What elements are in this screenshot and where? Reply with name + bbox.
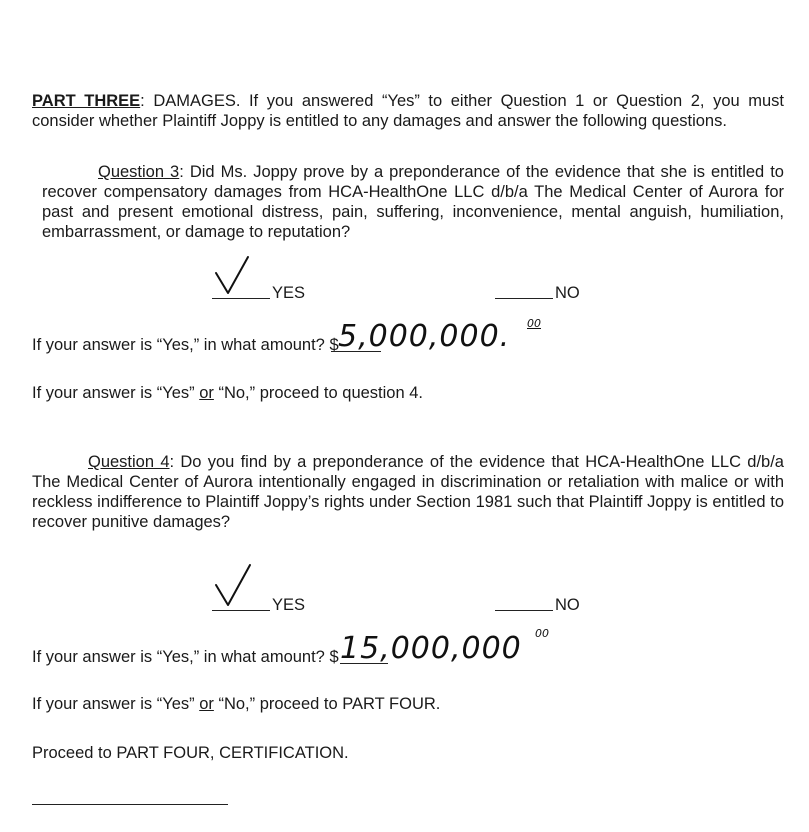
part-three-intro-text: : DAMAGES. If you answered “Yes” to either Question 1 or Question 2, you must consider whether Plaintiff Joppy is entitled to any damages and answer the following questions. (32, 92, 784, 130)
question-4-amount-cents: 00 (535, 627, 549, 640)
question-4-proceed (32, 694, 440, 714)
question-4-text: : Do you find by a preponderance of the evidence that HCA-HealthOne LLC d/b/a The Medical Center of Aurora intentionally engaged in discrimination or retaliation with malice or with reckless indifference to Plaintiff Joppy’s rights under Section 1981 such that Plaintiff Joppy is entitled to recover punitive damages? (32, 453, 784, 531)
closing-instruction: Proceed to PART FOUR, CERTIFICATION. (32, 744, 349, 762)
question-3 (42, 162, 784, 242)
question-3-no-label: NO (555, 284, 580, 302)
question-4-amount-prompt: If your answer is “Yes,” in what amount? $ (32, 648, 339, 666)
signature-line[interactable] (32, 804, 228, 805)
question-3-proceed (32, 383, 423, 403)
part-three-heading: PART THREE (32, 92, 141, 110)
question-3-no-blank (495, 298, 553, 299)
question-4 (32, 452, 784, 532)
question-4-yes-blank (212, 610, 270, 611)
question-4-label: Question 4 (88, 453, 170, 471)
checkmark-icon (212, 255, 252, 297)
question-3-amount-cents: 00 (527, 317, 541, 330)
question-4-yes-label: YES (272, 596, 306, 614)
proceed-or: or (199, 695, 214, 713)
checkmark-icon (212, 563, 252, 609)
question-3-yes-label: YES (272, 284, 306, 302)
part-three-intro (32, 91, 784, 131)
proceed-suffix: “No,” proceed to PART FOUR. (213, 695, 441, 713)
question-3-amount-value[interactable]: 5,000,000. (338, 319, 511, 354)
question-3-text: : Did Ms. Joppy prove by a preponderance of the evidence that she is entitled to recover compensatory damages from HCA-HealthOne LLC d/b/a The Medical Center of Aurora for past and present emotional distress, pain, suffering, inconvenience, mental anguish, humiliation, embarrassment, or damage to reputation? (42, 163, 784, 241)
question-4-amount-value[interactable]: 15,000,000 (340, 631, 522, 666)
question-3-amount-prompt: If your answer is “Yes,” in what amount? $ (32, 336, 339, 354)
question-4-no-label: NO (555, 596, 580, 614)
proceed-prefix: If your answer is “Yes” (32, 695, 200, 713)
question-3-label: Question 3 (98, 163, 180, 181)
proceed-suffix: “No,” proceed to question 4. (213, 384, 423, 402)
proceed-prefix: If your answer is “Yes” (32, 384, 200, 402)
question-3-yes-blank (212, 298, 270, 299)
question-4-no-blank (495, 610, 553, 611)
proceed-or: or (199, 384, 214, 402)
